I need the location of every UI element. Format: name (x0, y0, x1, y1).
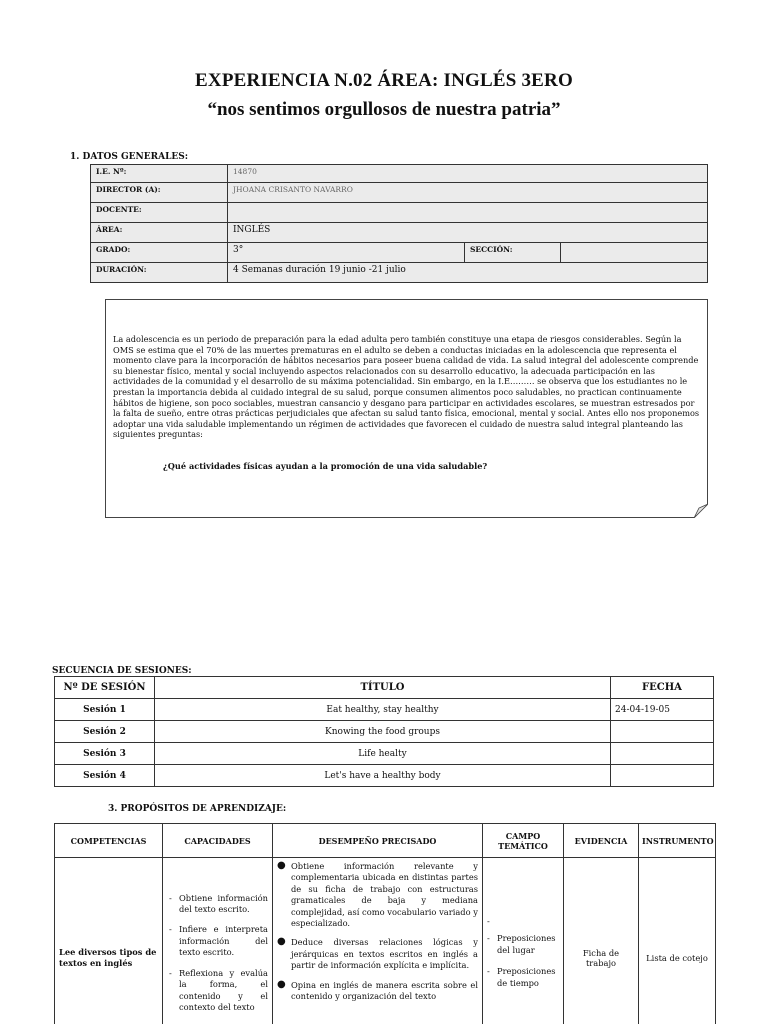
titulo-cell: Let's have a healthy body (155, 765, 611, 787)
list-item: - Preposiciones del lugar (487, 933, 559, 956)
list-item: ● Deduce diversas relaciones lógicas y jerárquicas en textos escritos en inglés a partir de información explícita e implícita. (277, 937, 478, 971)
sesion-cell: Sesión 3 (55, 743, 155, 765)
secuencia-table (54, 676, 714, 787)
table-row (55, 699, 714, 721)
duracion-value[interactable]: 4 Semanas duración 19 junio -21 julio (228, 263, 708, 283)
grado-label: GRADO: (91, 243, 228, 263)
col-fecha: FECHA (611, 677, 714, 699)
desempeno-cell (273, 858, 483, 1024)
area-value[interactable]: INGLÉS (228, 223, 708, 243)
campo-tematico-cell (483, 858, 564, 1024)
instrumento-cell: Lista de cotejo (639, 858, 716, 1024)
datos-generales-table (90, 164, 708, 283)
competencia-cell: Lee diversos tipos de textos en inglés (55, 858, 163, 1024)
situacion-text: La adolescencia es un periodo de preparación para la edad adulta pero también constituye una etapa de riesgos considerables. Según la OMS se estima que el 70% de las muertes prematuras en el adulto se deben a conductas iniciadas en la adolescencia que representa el momento clave para la incorporación de hábitos necesarios para poseer buena calidad de vida. La salud integral del adolescente comprende su bienestar físico, mental y social incluyendo aspectos relacionados con su desarrollo educativo, la adecuada participación en las actividades de la comunidad y el desarrollo de su máxima potencialidad. Sin embargo, en la I.E……… se observa que los estudiantes no le prestan la importancia debida al cuidado integral de su salud, porque consumen alimentos poco saludables, no practican continuamente hábitos de higiene, son poco sociables, muestran cansancio y desgano para participar en actividades escolares, se muestran estresados por la falta de sueño, entre otras prácticas perjudiciales que afectan su salud tanto física, emocional, mental y social. Antes ello nos proponemos adoptar una vida saludable implementando un régimen de actividades que favorecen el cuidado de nuestra salud integral planteando las siguientes preguntas: (113, 334, 700, 440)
col-capacidades: CAPACIDADES (163, 824, 273, 858)
col-sesion: Nº DE SESIÓN (55, 677, 155, 699)
sesion-cell: Sesión 1 (55, 699, 155, 721)
secuencia-header-row (55, 677, 714, 699)
col-campo-tematico: CAMPO TEMÁTICO (483, 824, 564, 858)
sesion-cell: Sesión 4 (55, 765, 155, 787)
list-item: - Obtiene información del texto escrito. (167, 893, 268, 916)
sesion-cell: Sesión 2 (55, 721, 155, 743)
col-instrumento: INSTRUMENTO (639, 824, 716, 858)
campo-dash: - (487, 915, 490, 926)
fecha-cell (611, 743, 714, 765)
row-director (91, 183, 708, 203)
section-heading-secuencia: SECUENCIA DE SESIONES: (52, 666, 192, 676)
table-row (55, 721, 714, 743)
col-titulo: TÍTULO (155, 677, 611, 699)
capacidades-list (167, 893, 268, 1014)
docente-label: DOCENTE: (91, 203, 228, 223)
page-curl-icon (694, 504, 708, 518)
propositos-table (54, 823, 716, 1024)
evidencia-cell: Ficha de trabajo (564, 858, 639, 1024)
list-item: ● Obtiene información relevante y complementaria ubicada en distintas partes de su ficha de trabajo con estructuras gramaticales de baja y mediana complejidad, así como vocabulario variado y especializado. (277, 861, 478, 929)
titulo-cell: Eat healthy, stay healthy (155, 699, 611, 721)
propositos-header-row (55, 824, 716, 858)
situacion-significativa-box (105, 299, 708, 518)
col-evidencia: EVIDENCIA (564, 824, 639, 858)
page-title: EXPERIENCIA N.02 ÁREA: INGLÉS 3ERO (195, 70, 573, 91)
titulo-cell: Knowing the food groups (155, 721, 611, 743)
row-ie (91, 165, 708, 183)
ie-label: I.E. Nº: (91, 165, 228, 183)
fecha-cell (611, 721, 714, 743)
table-row (55, 743, 714, 765)
list-item: ● Opina en inglés de manera escrita sobre el contenido y organización del texto (277, 980, 478, 1003)
docente-value[interactable] (228, 203, 708, 223)
page-subtitle: “nos sentimos orgullosos de nuestra patria” (207, 99, 561, 120)
capacidades-cell (163, 858, 273, 1024)
seccion-label: SECCIÓN: (465, 243, 561, 263)
row-docente (91, 203, 708, 223)
seccion-value[interactable] (561, 243, 708, 263)
fecha-cell: 24-04-19-05 (611, 699, 714, 721)
col-competencias: COMPETENCIAS (55, 824, 163, 858)
list-item: - Infiere e interpreta información del texto escrito. (167, 924, 268, 958)
row-area (91, 223, 708, 243)
director-label: DIRECTOR (A): (91, 183, 228, 203)
col-desempeno: DESEMPEÑO PRECISADO (273, 824, 483, 858)
grado-value[interactable]: 3° (228, 243, 465, 263)
list-item: - Preposiciones de tiempo (487, 966, 559, 989)
row-grado (91, 243, 708, 263)
desempeno-list (277, 861, 478, 1002)
ie-value[interactable]: 14870 (228, 165, 708, 183)
row-duracion (91, 263, 708, 283)
list-item: - Reflexiona y evalúa la forma, el contenido y el contexto del texto (167, 968, 268, 1014)
situacion-question: ¿Qué actividades físicas ayudan a la promoción de una vida saludable? (163, 461, 488, 471)
fecha-cell (611, 765, 714, 787)
section-heading-propositos: 3. PROPÓSITOS DE APRENDIZAJE: (108, 804, 287, 814)
titulo-cell: Life healty (155, 743, 611, 765)
table-row (55, 858, 716, 1024)
area-label: ÁREA: (91, 223, 228, 243)
director-value[interactable]: JHOANA CRISANTO NAVARRO (228, 183, 708, 203)
duracion-label: DURACIÓN: (91, 263, 228, 283)
table-row (55, 765, 714, 787)
section-heading-datos: 1. DATOS GENERALES: (70, 152, 189, 162)
